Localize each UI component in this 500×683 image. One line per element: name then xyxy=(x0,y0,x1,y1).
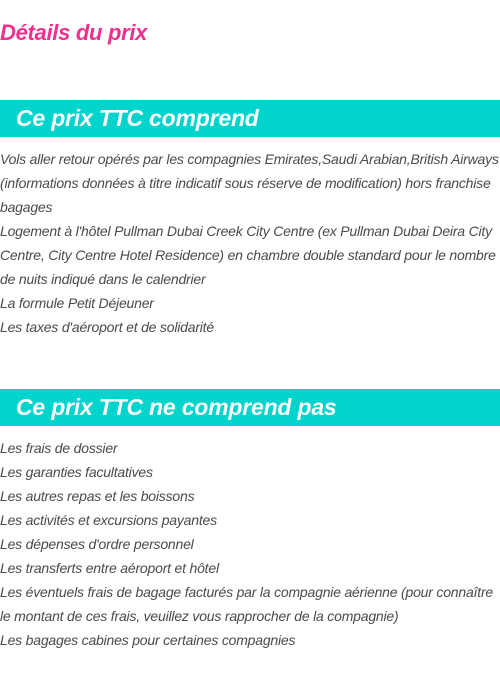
included-item-flights: Vols aller retour opérés par les compagnies Emirates,Saudi Arabian,British Airways (informations données à titre indicatif sous réserve de modification) hors franchise bagages xyxy=(0,151,499,215)
excluded-item-paid-activities: Les activités et excursions payantes xyxy=(0,512,217,528)
excluded-item-personal-expenses: Les dépenses d'ordre personnel xyxy=(0,536,194,552)
excluded-item-booking-fees: Les frais de dossier xyxy=(0,440,118,456)
excluded-item-transfers: Les transferts entre aéroport et hôtel xyxy=(0,560,219,576)
excluded-item-meals-drinks: Les autres repas et les boissons xyxy=(0,488,195,504)
included-item-hotel: Logement à l'hôtel Pullman Dubai Creek City Centre (ex Pullman Dubai Deira City Centre, City Centre Hotel Residence) en chambre double standard pour le nombre de nuits indiqué dans le calendrier xyxy=(0,223,496,287)
excluded-section-heading: Ce prix TTC ne comprend pas xyxy=(0,389,500,426)
excluded-item-baggage-fees: Les éventuels frais de bagage facturés par la compagnie aérienne (pour connaître le montant de ces frais, veuillez vous rapprocher de la compagnie) xyxy=(0,584,493,624)
included-section-heading: Ce prix TTC comprend xyxy=(0,100,500,137)
page-title: Détails du prix xyxy=(0,20,148,45)
excluded-items-list xyxy=(0,436,500,652)
included-item-breakfast: La formule Petit Déjeuner xyxy=(0,295,154,311)
excluded-item-optional-insurance: Les garanties facultatives xyxy=(0,464,153,480)
included-items-list xyxy=(0,147,500,339)
included-item-taxes: Les taxes d'aéroport et de solidarité xyxy=(0,319,214,335)
excluded-item-cabin-baggage: Les bagages cabines pour certaines compagnies xyxy=(0,632,296,648)
